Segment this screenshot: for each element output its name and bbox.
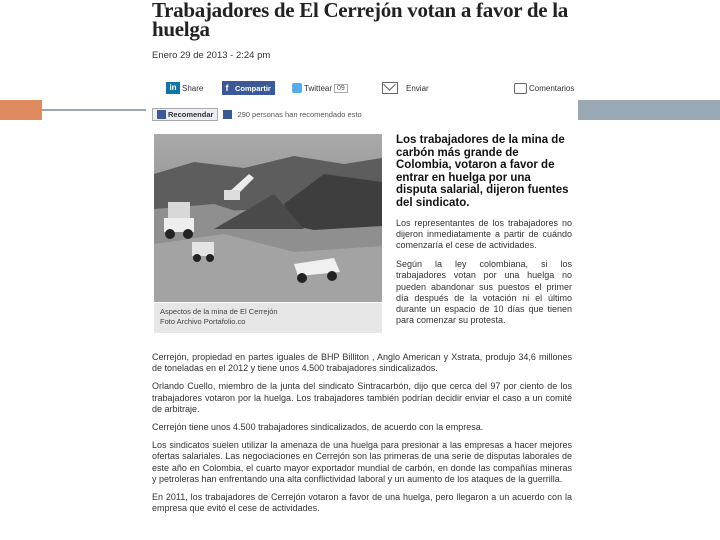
comment-icon bbox=[514, 83, 527, 94]
article-date: Enero 29 de 2013 - 2:24 pm bbox=[152, 50, 271, 61]
recommend-count-text: 290 personas han recomendado esto bbox=[237, 109, 362, 119]
linkedin-icon: in bbox=[166, 82, 180, 94]
photo-credit: Foto Archivo Portafolio.co bbox=[160, 317, 246, 326]
twitter-icon bbox=[292, 83, 302, 93]
body-paragraph: Cerrejón, propiedad en partes iguales de BHP Billiton , Anglo American y Xstrata, produjo 34,6 millones de toneladas en el 2012 y tiene unos 4.500 trabajadores sindicalizados. bbox=[152, 352, 572, 374]
body-paragraph: En 2011, los trabajadores de Cerrejón votaron a favor de una huelga, pero llegaron a un acuerdo con la empresa que evitó el cese de actividades. bbox=[152, 492, 572, 514]
article-clipping bbox=[146, 0, 578, 540]
side-paragraph: Según la ley colombiana, si los trabajadores votan por una huelga no pueden abandonar sus puestos el primer día después de la votación ni el último durante un espacio de 10 días que tienen para comenzar su protesta. bbox=[396, 259, 572, 326]
email-share-button[interactable] bbox=[382, 80, 429, 96]
linkedin-share-button[interactable] bbox=[166, 80, 203, 96]
facebook-icon-small bbox=[223, 110, 232, 119]
facebook-share-button[interactable] bbox=[222, 80, 275, 96]
article-headline: Trabajadores de El Cerrejón votan a favor de la huelga bbox=[152, 0, 568, 41]
email-share-label: Enviar bbox=[406, 83, 429, 93]
mine-photo-illustration bbox=[154, 134, 382, 302]
photo-caption bbox=[154, 303, 382, 333]
facebook-icon: f bbox=[222, 82, 232, 94]
slide-accent-block-right bbox=[578, 100, 720, 120]
recommend-bar bbox=[152, 106, 362, 122]
body-paragraph: Orlando Cuello, miembro de la junta del sindicato Sintracarbón, dijo que cerca del 97 por ciento de los trabajadores votaron por la huelga. Los trabajadores también podrían decidir enviar el caso a un comité de arbitraje. bbox=[152, 381, 572, 414]
twitter-share-label: Twittear bbox=[304, 83, 333, 93]
body-paragraph: Los sindicatos suelen utilizar la amenaza de una huelga para presionar a las empresas a hacer mejores ofertas salariales. Las negociaciones en Cerrejón son las primeras de una serie de disputas laborales de este año en Colombia, el cuarto mayor exportador mundial de carbón, en donde las compañías mineras y petroleras han enfrentando una alta conflictividad laboral y un aumento de los ataques de la guerrilla. bbox=[152, 440, 572, 484]
article-body bbox=[152, 352, 572, 521]
photo-caption-text: Aspectos de la mina de El Cerrejón bbox=[160, 307, 278, 316]
recommend-button-label: Recomendar bbox=[168, 109, 214, 119]
mine-photo bbox=[154, 134, 382, 302]
body-paragraph: Cerrejón tiene unos 4.500 trabajadores sindicalizados, de acuerdo con la empresa. bbox=[152, 422, 484, 433]
recommend-button[interactable] bbox=[152, 108, 218, 121]
facebook-like-icon bbox=[157, 110, 166, 119]
slide-accent-block-left bbox=[0, 100, 42, 120]
facebook-share-box bbox=[222, 81, 275, 95]
side-paragraph: Los representantes de los trabajadores no dijeron inmediatamente a partir de cuándo comenzaría el cese de actividades. bbox=[396, 217, 572, 250]
comments-label: Comentarios bbox=[529, 83, 575, 93]
share-bar bbox=[146, 78, 578, 100]
facebook-share-label: Compartir bbox=[235, 83, 271, 93]
email-icon bbox=[382, 82, 398, 94]
right-column bbox=[396, 134, 572, 326]
comments-button[interactable] bbox=[514, 80, 574, 96]
twitter-share-button[interactable] bbox=[292, 80, 348, 96]
twitter-count: 09 bbox=[334, 84, 348, 93]
linkedin-share-label: Share bbox=[182, 83, 204, 93]
article-lede: Los trabajadores de la mina de carbón más grande de Colombia, votaron a favor de entrar en huelga por una disputa salarial, dijeron fuentes del sindicato. bbox=[396, 134, 569, 209]
